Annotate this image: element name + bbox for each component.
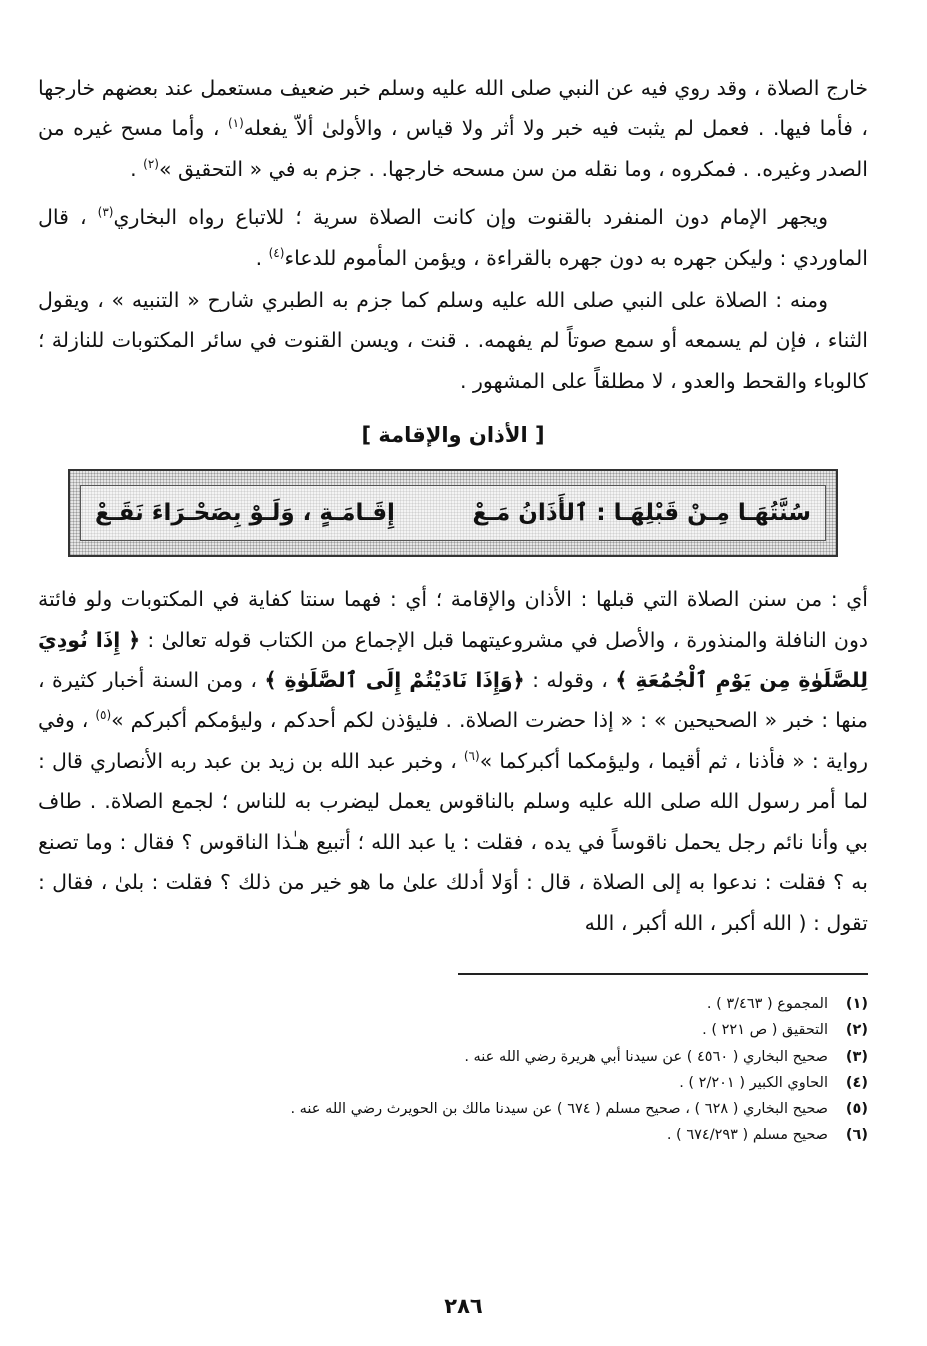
- footnote-text: المجموع ( ٣/٤٦٣ ) .: [706, 995, 828, 1012]
- footnote-item: [38, 1070, 868, 1096]
- footnote-number: (١): [845, 995, 868, 1012]
- commentary-text-e: ، وخبر عبد الله بن زيد بن عبد ربه الأنصاري قال : لما أمر رسول الله صلى الله عليه وسلم بالناقوس يعمل ليضرب به للناس ؛ لجمع الصلاة. . طاف بي وأنا نائم رجل يحمل ناقوساً في يده ، فقلت : يا عبد الله ؛ أتبيع هـٰذا الناقوس ؟ فقال : وما تصنع به ؟ فقلت : ندعوا به إلى الصلاة ، قال : أوَلا أدلك علىٰ ما هو خير من ذلك ؟ فقلت : بلىٰ ، فقال : تقول : ( الله أكبر ، الله أكبر ، الله: [38, 748, 868, 935]
- footnote-ref-2[interactable]: (٢): [143, 156, 159, 171]
- footnote-item: [38, 1122, 868, 1148]
- paragraph-1: [38, 68, 868, 189]
- footnote-ref-6[interactable]: (٦): [463, 749, 480, 764]
- footnote-text: الحاوي الكبير ( ٢/٢٠١ ) .: [679, 1074, 828, 1091]
- commentary-text-b: ، وقوله :: [524, 668, 616, 693]
- quran-quote-1: ﴿ إِذَا نُودِيَ لِلصَّلَوٰةِ مِن يَوْمِ ٱلْجُمُعَةِ ﴾: [38, 627, 868, 693]
- footnote-item: [38, 1096, 868, 1122]
- page-body: [38, 68, 868, 1149]
- footnote-text: التحقيق ( ص ٢٢١ ) .: [702, 1022, 828, 1039]
- verse-hemistich-right: سُنَّتُهَـا مِـنْ قَبْلِهَـا : ٱلأَذَانُ مَـعْ: [472, 500, 811, 527]
- footnote-text: صحيح البخاري ( ٤٥٦٠ ) عن سيدنا أبي هريرة رضي الله عنه .: [464, 1048, 828, 1065]
- verse-inner-frame: [80, 485, 826, 541]
- commentary-paragraph: [38, 579, 868, 943]
- footnote-ref-5[interactable]: (٥): [95, 708, 112, 723]
- commentary-text-a: أي : من سنن الصلاة التي قبلها : الأذان والإقامة ؛ أي : فهما سنتا كفاية في المكتوبات ولو فائتة دون النافلة والمنذورة ، والأصل في مشروعيتهما قبل الإجماع من الكتاب قوله تعالىٰ :: [38, 587, 869, 652]
- paragraph-2-end: .: [255, 245, 269, 270]
- footnote-text: صحيح مسلم ( ٦٧٤/٢٩٣ ) .: [666, 1127, 828, 1144]
- footnotes-list: [38, 991, 868, 1149]
- footnote-number: (٣): [845, 1048, 868, 1065]
- footnote-number: (٢): [845, 1022, 868, 1039]
- footnote-number: (٤): [845, 1074, 868, 1091]
- verse-hemistich-left: إِقَـامَـةٍ ، وَلَـوْ بِصَحْـرَاءَ نَقَـعْ: [95, 500, 395, 527]
- paragraph-3: ومنه : الصلاة على النبي صلى الله عليه وسلم كما جزم به الطبري شارح « التنبيه » ، ويقول الثناء ، فإن لم يسمعه أو سمع صوتاً لم يفهمه. . قنت ، ويسن القنوت في سائر المكتوبات للنازلة ؛ كالوباء والقحط والعدو ، لا مطلقاً على المشهور .: [38, 288, 868, 393]
- footnote-ref-1[interactable]: (١): [227, 116, 244, 131]
- paragraph-1-text: خارج الصلاة ، وقد روي فيه عن النبي صلى الله عليه وسلم خبر ضعيف مستعمل عند بعضهم خارجها ، فأما فيها. . فعمل لم يثبت فيه خبر ولا أثر ولا قياس ، والأولىٰ ألاّ يفعله: [38, 76, 868, 141]
- quran-quote-2: ﴿وَإِذَا نَادَيْتُمْ إِلَى ٱلصَّلَوٰةِ ﴾: [264, 668, 525, 693]
- footnote-divider: [458, 973, 868, 975]
- footnote-number: (٦): [845, 1127, 868, 1144]
- footnote-item: [38, 1044, 868, 1070]
- verse-box: [68, 469, 838, 557]
- paragraph-1-end: .: [130, 156, 144, 181]
- footnote-ref-4[interactable]: (٤): [268, 245, 285, 260]
- paragraph-2-text-cont: ، قال الماوردي : وليكن جهره به دون جهره بالقراءة ، ويؤمن المأموم للدعاء: [38, 205, 868, 270]
- section-title: [ الأذان والإقامة ]: [361, 423, 545, 448]
- paragraph-2-text: ويجهر الإمام دون المنفرد بالقنوت وإن كانت الصلاة سرية ؛ للاتباع رواه البخاري: [113, 205, 828, 230]
- footnote-text: صحيح البخاري ( ٦٢٨ ) ، صحيح مسلم ( ٦٧٤ ) عن سيدنا مالك بن الحويرث رضي الله عنه .: [290, 1101, 828, 1118]
- footnote-number: (٥): [845, 1101, 868, 1118]
- footnote-ref-3[interactable]: (٣): [97, 205, 114, 220]
- paragraph-2: [38, 197, 868, 278]
- footnote-item: [38, 1017, 868, 1043]
- commentary-text-d: ، وفي رواية : « فأذنا ، ثم أقيما ، وليؤمكما أكبركما »: [38, 708, 868, 773]
- footnote-item: [38, 991, 868, 1017]
- paragraph-1-text-cont: ، وأما مسح غيره من الصدر وغيره. . فمكروه ، وما نقله من سن مسحه خارجها. . جزم به في « التحقيق »: [38, 116, 868, 181]
- page-number: ٢٨٦: [444, 1294, 483, 1318]
- commentary-text-c: ، ومن السنة أخبار كثيرة ، منها : خبر « الصحيحين » : « إذا حضرت الصلاة. . فليؤذن لكم أحدكم ، وليؤمكم أكبركم »: [38, 668, 869, 733]
